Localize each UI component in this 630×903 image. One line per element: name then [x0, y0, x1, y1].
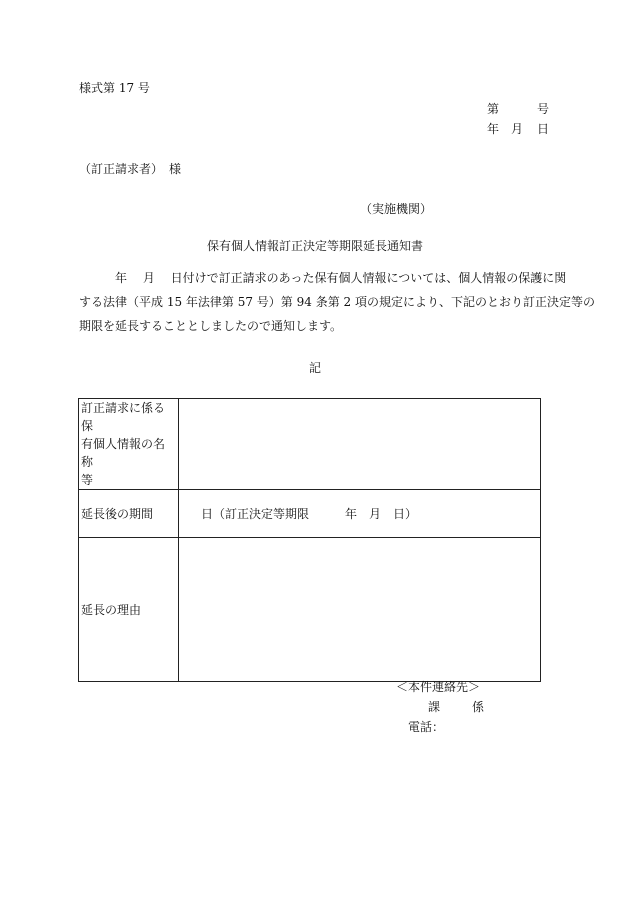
label-line: 訂正請求に係る保 — [81, 401, 166, 433]
agency: （実施機関） — [360, 202, 433, 216]
row-label-extended-period: 延長後の期間 — [79, 490, 179, 538]
extended-period-value[interactable] — [179, 490, 541, 538]
contact-phone-label: 電話： — [408, 720, 445, 734]
reason-value[interactable] — [179, 538, 541, 682]
table-row — [79, 538, 541, 682]
label-line: 等 — [81, 473, 94, 487]
recipient: （訂正請求者） 様 — [79, 162, 182, 176]
body-text — [79, 266, 595, 338]
body-line: 期限を延長することとしましたので通知します。 — [79, 319, 343, 333]
body-line: する法律（平成 15 年法律第 57 号）第 94 条第 2 項の規定により、下記のとおり訂正決定等の — [79, 295, 595, 309]
details-table — [78, 398, 541, 682]
table-row — [79, 490, 541, 538]
date-year: 年 — [487, 122, 500, 136]
row-label-reason: 延長の理由 — [79, 538, 179, 682]
document-title: 保有個人情報訂正決定等期限延長通知書 — [206, 239, 423, 253]
contact-heading: ＜本件連絡先＞ — [396, 680, 481, 694]
label-line: 有個人情報の名称 — [81, 437, 166, 469]
period-text: 日（訂正決定等期限 — [201, 506, 310, 521]
contact-department — [428, 699, 484, 715]
record-name-value[interactable] — [179, 399, 541, 490]
contact-section: 課 — [428, 700, 441, 714]
period-year: 年 — [345, 506, 358, 521]
number-suffix: 号 — [537, 102, 550, 116]
period-month: 月 — [369, 506, 382, 521]
body-line: 年 月 日付けで訂正請求のあった保有個人情報については、個人情報の保護に関 — [79, 271, 567, 285]
document-number — [487, 101, 549, 117]
row-label-record-name — [79, 399, 179, 490]
number-prefix: 第 — [487, 102, 500, 116]
contact-staff: 係 — [472, 700, 485, 714]
form-number: 様式第 17 号 — [79, 81, 150, 95]
table-row — [79, 399, 541, 490]
date-month: 月 — [511, 122, 524, 136]
period-day: 日） — [393, 506, 418, 521]
document-date — [487, 121, 549, 137]
date-day: 日 — [537, 122, 550, 136]
ki-heading: 記 — [308, 361, 321, 375]
